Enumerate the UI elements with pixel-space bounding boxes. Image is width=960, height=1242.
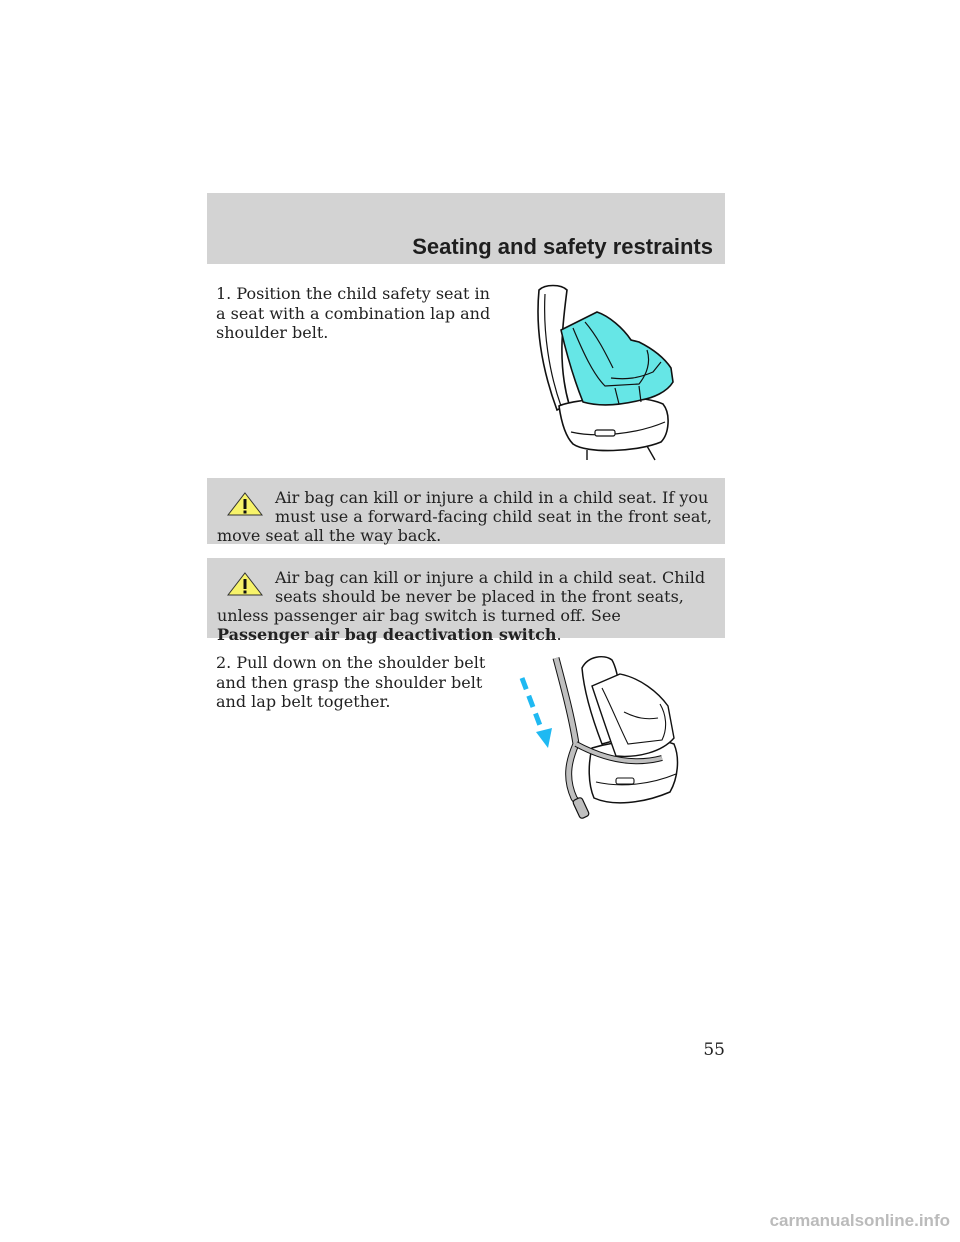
shoulder-belt-illustration <box>512 648 684 820</box>
warning-text: Air bag can kill or injure a child in a child seat. Child seats should be never be placed in the front seats, unless passenger air bag switch is turned off. See Passenger air bag deactivation switch. <box>217 568 706 644</box>
warning-box <box>207 478 725 544</box>
page-number: 55 <box>703 1040 725 1060</box>
warning-text: Air bag can kill or injure a child in a child seat. If you must use a forward-facing child seat in the front seat, move seat all the way back. <box>217 488 712 545</box>
down-arrow-icon <box>536 728 552 748</box>
step-2-text: 2. Pull down on the shoulder belt and then grasp the shoulder belt and lap belt together. <box>216 653 486 711</box>
cross-reference-link: Passenger air bag deactivation switch <box>217 625 557 644</box>
child-seat-illustration <box>527 282 681 464</box>
warning-triangle-icon <box>227 572 263 596</box>
step-1-text: 1. Position the child safety seat in a seat with a combination lap and shoulder belt. <box>216 284 491 342</box>
section-header <box>207 193 725 264</box>
watermark: carmanualsonline.info <box>769 1211 950 1230</box>
section-title: Seating and safety restraints <box>412 234 713 259</box>
warning-triangle-icon <box>227 492 263 516</box>
child-seat-shape <box>561 312 673 405</box>
warning-box <box>207 558 725 644</box>
